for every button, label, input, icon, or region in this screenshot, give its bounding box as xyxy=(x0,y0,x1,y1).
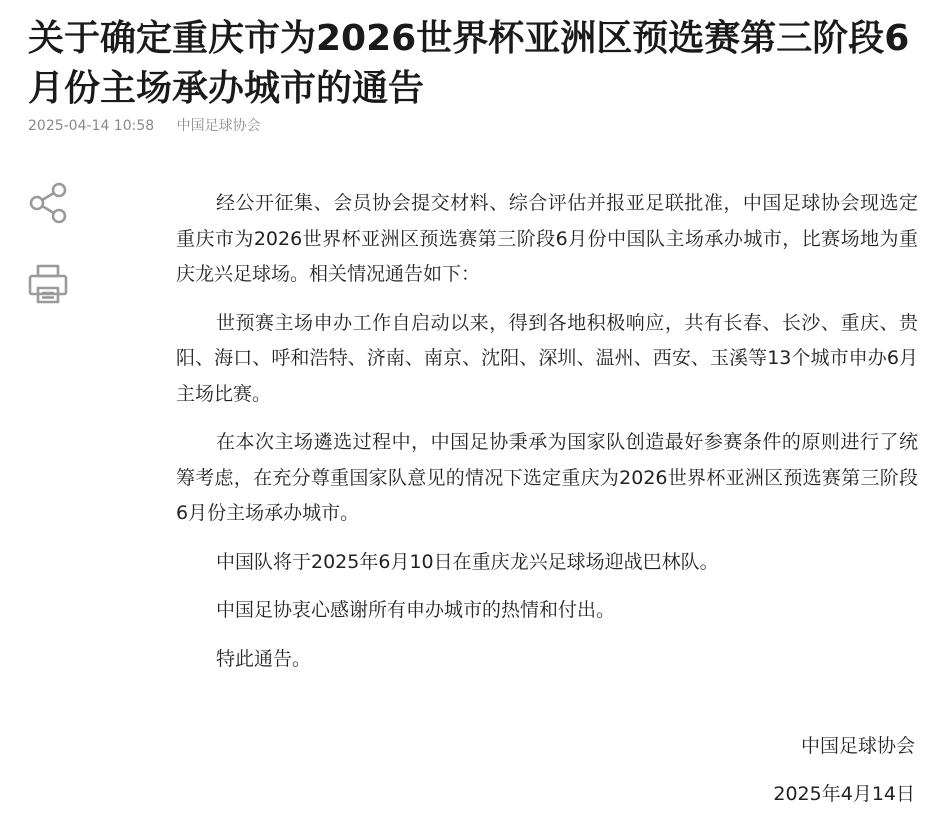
signature-date: 2025年4月14日 xyxy=(773,783,915,805)
article-toolbar xyxy=(26,180,74,344)
article-paragraph: 特此通告。 xyxy=(216,647,312,670)
article-title: 关于确定重庆市为2026世界杯亚洲区预选赛第三阶段6月份主场承办城市的通告 xyxy=(28,18,910,109)
signature-organization: 中国足球协会 xyxy=(800,735,915,757)
article-paragraph: 在本次主场遴选过程中，中国足协秉承为国家队创造最好参赛条件的原则进行了统筹考虑，在充分尊重国家队意见的情况下选定重庆为2026世界杯亚洲区预选赛第三阶段6月份主场承办城市。 xyxy=(176,431,918,524)
article-source: 中国足球协会 xyxy=(176,118,261,134)
publish-datetime: 2025-04-14 10:58 xyxy=(28,118,155,134)
article-body xyxy=(176,186,918,690)
article-paragraph: 中国队将于2025年6月10日在重庆龙兴足球场迎战巴林队。 xyxy=(216,550,719,573)
article-meta xyxy=(28,117,261,135)
article-paragraph: 中国足协衷心感谢所有申办城市的热情和付出。 xyxy=(216,599,616,621)
article-paragraph: 世预赛主场申办工作自启动以来，得到各地积极响应，共有长春、长沙、重庆、贵阳、海口、呼和浩特、济南、南京、沈阳、深圳、温州、西安、玉溪等13个城市申办6月主场比赛。 xyxy=(176,311,918,405)
article-paragraph: 经公开征集、会员协会提交材料、综合评估并报亚足联批准，中国足球协会现选定重庆市为2026世界杯亚洲区预选赛第三阶段6月份中国队主场承办城市，比赛场地为重庆龙兴足球场。相关情况通告如下： xyxy=(176,192,918,285)
share-icon[interactable] xyxy=(26,180,70,224)
print-icon[interactable] xyxy=(26,262,70,306)
